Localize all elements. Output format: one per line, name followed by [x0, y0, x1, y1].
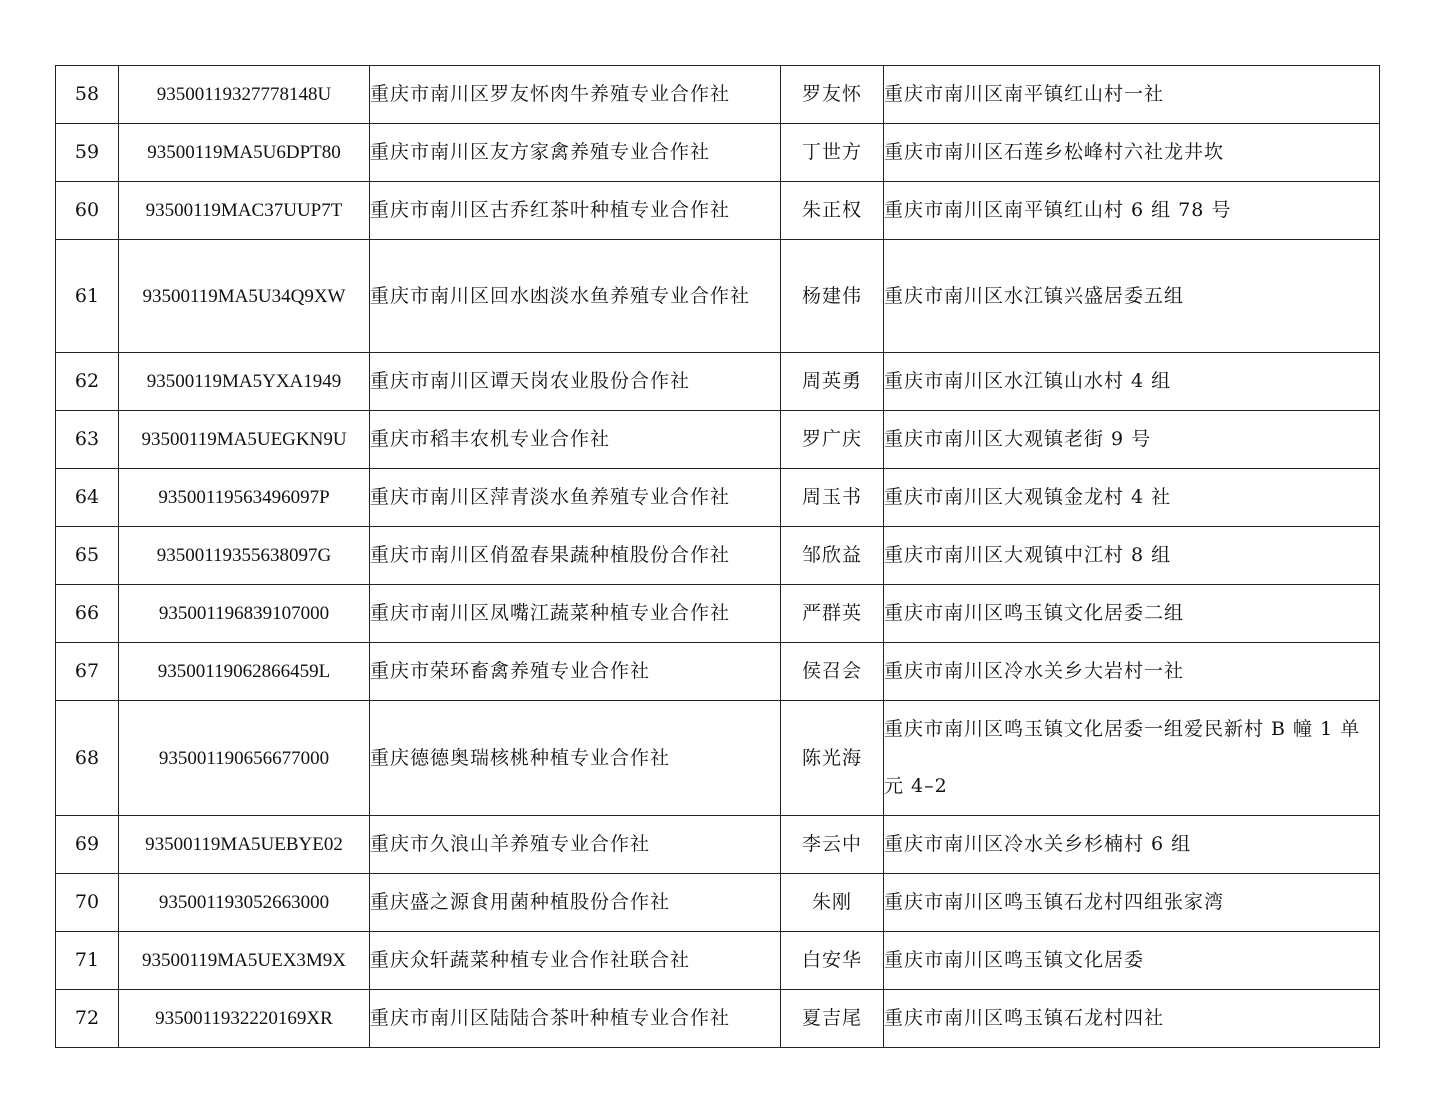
cooperative-name: 重庆市南川区回水凼淡水鱼养殖专业合作社: [370, 240, 781, 353]
cooperative-name: 重庆市南川区罗友怀肉牛养殖专业合作社: [370, 66, 781, 124]
credit-code: 9350011932220169XR: [119, 990, 370, 1048]
legal-representative: 白安华: [781, 932, 884, 990]
credit-code: 93500119MA5UEGKN9U: [119, 411, 370, 469]
address: 重庆市南川区水江镇山水村 4 组: [884, 353, 1380, 411]
address: 重庆市南川区鸣玉镇文化居委二组: [884, 585, 1380, 643]
address: 重庆市南川区大观镇金龙村 4 社: [884, 469, 1380, 527]
table-row: [56, 932, 1380, 990]
row-number: 67: [56, 643, 119, 701]
legal-representative: 陈光海: [781, 701, 884, 816]
address: 重庆市南川区冷水关乡杉楠村 6 组: [884, 816, 1380, 874]
row-number: 58: [56, 66, 119, 124]
table-row: [56, 643, 1380, 701]
table-row: [56, 701, 1380, 816]
cooperative-name: 重庆市南川区俏盈春果蔬种植股份合作社: [370, 527, 781, 585]
address: 重庆市南川区鸣玉镇石龙村四组张家湾: [884, 874, 1380, 932]
document-page: [55, 65, 1379, 1048]
credit-code: 93500119563496097P: [119, 469, 370, 527]
legal-representative: 杨建伟: [781, 240, 884, 353]
table-row: [56, 527, 1380, 585]
row-number: 61: [56, 240, 119, 353]
cooperative-registry-table: [55, 65, 1380, 1048]
cooperative-name: 重庆市南川区谭天岗农业股份合作社: [370, 353, 781, 411]
address: 重庆市南川区石莲乡松峰村六社龙井坎: [884, 124, 1380, 182]
address: 重庆市南川区大观镇中江村 8 组: [884, 527, 1380, 585]
table-row: [56, 469, 1380, 527]
address: 重庆市南川区南平镇红山村一社: [884, 66, 1380, 124]
credit-code: 93500119MA5UEX3M9X: [119, 932, 370, 990]
cooperative-name: 重庆市荣环畜禽养殖专业合作社: [370, 643, 781, 701]
legal-representative: 周英勇: [781, 353, 884, 411]
cooperative-name: 重庆市南川区友方家禽养殖专业合作社: [370, 124, 781, 182]
credit-code: 93500119MA5UEBYE02: [119, 816, 370, 874]
credit-code: 93500119355638097G: [119, 527, 370, 585]
row-number: 68: [56, 701, 119, 816]
cooperative-name: 重庆众轩蔬菜种植专业合作社联合社: [370, 932, 781, 990]
legal-representative: 严群英: [781, 585, 884, 643]
table-row: [56, 585, 1380, 643]
legal-representative: 罗友怀: [781, 66, 884, 124]
row-number: 63: [56, 411, 119, 469]
credit-code: 935001193052663000: [119, 874, 370, 932]
legal-representative: 李云中: [781, 816, 884, 874]
cooperative-name: 重庆市南川区萍青淡水鱼养殖专业合作社: [370, 469, 781, 527]
credit-code: 935001196839107000: [119, 585, 370, 643]
row-number: 71: [56, 932, 119, 990]
legal-representative: 邹欣益: [781, 527, 884, 585]
cooperative-name: 重庆市久浪山羊养殖专业合作社: [370, 816, 781, 874]
legal-representative: 丁世方: [781, 124, 884, 182]
legal-representative: 罗广庆: [781, 411, 884, 469]
legal-representative: 朱刚: [781, 874, 884, 932]
table-row: [56, 66, 1380, 124]
table-row: [56, 816, 1380, 874]
address: 重庆市南川区水江镇兴盛居委五组: [884, 240, 1380, 353]
row-number: 72: [56, 990, 119, 1048]
cooperative-name: 重庆盛之源食用菌种植股份合作社: [370, 874, 781, 932]
table-row: [56, 874, 1380, 932]
address: 重庆市南川区大观镇老街 9 号: [884, 411, 1380, 469]
legal-representative: 朱正权: [781, 182, 884, 240]
address: 重庆市南川区鸣玉镇文化居委一组爱民新村 B 幢 1 单元 4–2: [884, 701, 1380, 816]
cooperative-name: 重庆市南川区古乔红茶叶种植专业合作社: [370, 182, 781, 240]
cooperative-name: 重庆市稻丰农机专业合作社: [370, 411, 781, 469]
table-row: [56, 240, 1380, 353]
row-number: 62: [56, 353, 119, 411]
row-number: 64: [56, 469, 119, 527]
legal-representative: 周玉书: [781, 469, 884, 527]
table-row: [56, 411, 1380, 469]
credit-code: 93500119MA5U34Q9XW: [119, 240, 370, 353]
credit-code: 93500119062866459L: [119, 643, 370, 701]
credit-code: 93500119MAC37UUP7T: [119, 182, 370, 240]
legal-representative: 夏吉尾: [781, 990, 884, 1048]
address: 重庆市南川区南平镇红山村 6 组 78 号: [884, 182, 1380, 240]
cooperative-name: 重庆德德奥瑞核桃种植专业合作社: [370, 701, 781, 816]
row-number: 59: [56, 124, 119, 182]
table-row: [56, 182, 1380, 240]
table-row: [56, 353, 1380, 411]
credit-code: 93500119327778148U: [119, 66, 370, 124]
address: 重庆市南川区冷水关乡大岩村一社: [884, 643, 1380, 701]
table-row: [56, 990, 1380, 1048]
credit-code: 93500119MA5YXA1949: [119, 353, 370, 411]
credit-code: 935001190656677000: [119, 701, 370, 816]
row-number: 69: [56, 816, 119, 874]
row-number: 60: [56, 182, 119, 240]
legal-representative: 侯召会: [781, 643, 884, 701]
address: 重庆市南川区鸣玉镇文化居委: [884, 932, 1380, 990]
cooperative-name: 重庆市南川区陆陆合茶叶种植专业合作社: [370, 990, 781, 1048]
credit-code: 93500119MA5U6DPT80: [119, 124, 370, 182]
table-row: [56, 124, 1380, 182]
row-number: 66: [56, 585, 119, 643]
address: 重庆市南川区鸣玉镇石龙村四社: [884, 990, 1380, 1048]
row-number: 70: [56, 874, 119, 932]
cooperative-name: 重庆市南川区凤嘴江蔬菜种植专业合作社: [370, 585, 781, 643]
row-number: 65: [56, 527, 119, 585]
